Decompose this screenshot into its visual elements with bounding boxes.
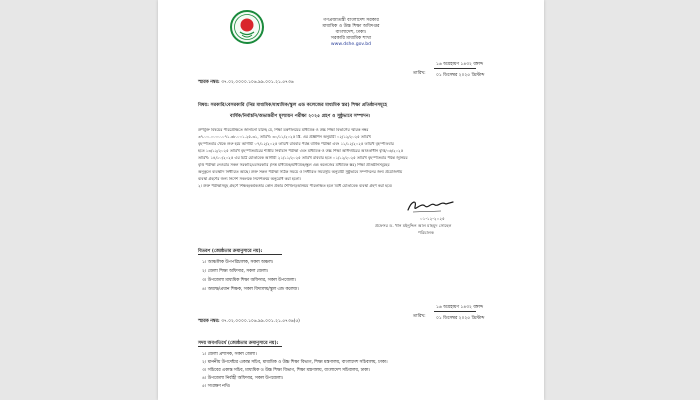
second-date-bangla: ১৬ অগ্রহায়ণ ১৪৩২ বঙ্গাব্দ bbox=[436, 305, 483, 310]
body-line-9: ২। উক্ত পরীক্ষাসমূহ গ্রহণে শিক্ষক/কর্মকর্তার কোন প্রকার শৈথিল্য/অনিয়ম পরিলক্ষিত হলে বিধি মোতাবেক ব্যবস্থা গ্রহণ করা হবে। bbox=[198, 184, 393, 188]
first-memo-number: ৩৭.০২.০০০০.১০৬.৯৯.০০১.২১.৫৭৩৬ bbox=[221, 80, 294, 85]
second-memo-ref bbox=[198, 318, 300, 325]
subject-label: বিষয়: bbox=[198, 103, 209, 108]
distribution-item-1: ১। আঞ্চলিক উপপরিচালক, সকল অঞ্চল। bbox=[202, 260, 274, 265]
signatory-title: পরিচালক bbox=[418, 230, 434, 235]
first-date-rule bbox=[434, 68, 476, 69]
header-line-4: সরকারি মাধ্যমিক শাখা bbox=[330, 36, 372, 41]
distribution-item-3: ৩। উপজেলা মাধ্যমিক শিক্ষা অফিসার, সকল উপজেলা। bbox=[202, 278, 296, 283]
header-website-link[interactable]: www.dshe.gov.bd bbox=[330, 42, 372, 47]
body-line-5: তারিখ: ১৪/১০/২০২৫ এর চিঠি মোতাবেক আগামী ২১/১১/২০২৫ তারিখ রবিবার হতে ০১/১২/২০২৫ তারিখ বৃহস্পতিবার পর্যন্ত জুনিয়র bbox=[198, 156, 408, 160]
distribution-heading: বিতরণ (জ্যেষ্ঠতার ক্রমানুসারে নয়): bbox=[198, 249, 263, 254]
signature-mark-icon bbox=[406, 197, 456, 215]
letter-page bbox=[158, 0, 544, 400]
body-line-6: বৃত্তি পরীক্ষা নেওয়ার সকল সরকারি/বেসরকারি (নিম্ন মাধ্যমিক/মাধ্যমিক/স্কুল এন্ড কলেজের মাধ্যমিক স্তর) শিক্ষা প্রতিষ্ঠানসমূহের bbox=[198, 163, 390, 167]
distribution-heading-rule bbox=[198, 254, 282, 255]
info-item-2: ২। মাননীয় উপদেষ্টার একান্ত সচিব, মাধ্যমিক ও উচ্চ শিক্ষা বিভাগ, শিক্ষা মন্ত্রণালয়, বাংলাদেশ সচিবালয়, ঢাকা। bbox=[202, 360, 388, 365]
info-heading: সদয় অবগতির্থে (জ্যেষ্ঠতার ক্রমানুসারে নয়): bbox=[198, 341, 279, 346]
info-item-3: ৩। সচিবের একান্ত সচিব, মাধ্যমিক ও উচ্চ শিক্ষা বিভাগ, শিক্ষা মন্ত্রণালয়, বাংলাদেশ সচিবালয়, ঢাকা। bbox=[202, 368, 371, 373]
body-line-8: ব্যবস্থা গ্রহণের জন্য নির্দেশ সকলকে নির্দেশক্রমে অনুরোধ করা হলো। bbox=[198, 177, 301, 181]
subject-line-1 bbox=[198, 101, 387, 109]
distribution-item-4: ৪। অধ্যক্ষ/প্রধান শিক্ষক, সকল বিদ্যালয়/স্কুল এন্ড কলেজ। bbox=[202, 287, 299, 292]
signatory-name: প্রফেসর ড. খান মইনুদ্দিন আল মাহমুদ সোহেল bbox=[375, 223, 452, 228]
first-memo-ref bbox=[198, 79, 294, 86]
info-heading-rule bbox=[198, 346, 282, 347]
first-date-gregorian: ০১ ডিসেম্বর ২০২৫ খ্রিস্টাব্দ bbox=[436, 73, 485, 78]
distribution-item-2: ২। জেলা শিক্ষা অফিসার, সকল জেলা। bbox=[202, 269, 269, 274]
info-item-4: ৪। উপজেলা নির্বাহী অফিসার, সকল উপজেলা। bbox=[202, 376, 284, 381]
first-date-label: তারিখ: bbox=[413, 71, 426, 76]
second-memo-number: ৩৭.০২.০০০০.১০৬.৯৯.০০১.২১.৫৭৩৬(৫) bbox=[221, 319, 300, 324]
subject-text-2: বার্ষিক/নির্বাচনি/অভ্যন্তরীণ মূল্যায়ন পরীক্ষা ২০২৫ গ্রহণ ও সুষ্ঠুভাবে সম্পাদন। bbox=[230, 114, 371, 119]
header-line-1: গণপ্রজাতন্ত্রী বাংলাদেশ সরকার bbox=[323, 18, 379, 23]
second-date-gregorian: ০১ ডিসেম্বর ২০২৫ খ্রিস্টাব্দ bbox=[436, 316, 485, 321]
body-line-7: অনুকূলে ব্যবস্থাদি নির্ধারিত আছে। উক্ত সকল পরীক্ষা সঠিক সময়ে ও নির্ধারিত সময়সূচি অনুযায়ী সুষ্ঠুভাবে সম্পাদনের জন্য প্রয়োজনীয় bbox=[198, 170, 403, 174]
second-memo-label: স্মারক নম্বর: bbox=[198, 319, 220, 324]
header-line-2: মাধ্যমিক ও উচ্চ শিক্ষা অধিদপ্তর bbox=[322, 24, 380, 29]
info-item-5: ৫। সংরক্ষণ নথি। bbox=[202, 384, 231, 389]
signature-date: ০১-১২-২০২৫ bbox=[420, 216, 445, 221]
first-date-bangla: ১৬ অগ্রহায়ণ ১৪৩২ বঙ্গাব্দ bbox=[436, 62, 483, 67]
subject-text-1: সরকারি/বেসরকারি (নিম্ন মাধ্যমিক/মাধ্যমিক/স্কুল এন্ড কলেজের মাধ্যমিক স্তর) শিক্ষা প্রতিষ্ঠানসমূহে bbox=[210, 103, 387, 108]
body-line-2: ৩৭.০০.০০০০.০৭১.৩৮.০০১.২৫-৩১, তারিখ: ৩০/১১/২০২৫ খ্রি. এর প্রজ্ঞাপন অনুযায়ী ০২/১২/২০২৫ তারিখ bbox=[198, 135, 371, 139]
body-line-1: উপর্যুক্ত বিষয়ের পরিপ্রেক্ষিতে জানানো যাচ্ছে যে, শিক্ষা মন্ত্রণালয়ের মাধ্যমিক ও উচ্চ শিক্ষা বিভাগের স্মারক নম্বর bbox=[198, 128, 369, 132]
body-line-3: বৃহস্পতিবার থেকে শুরু হয়ে আগামী ০৭/১২/২০২৫ তারিখ রবিবার পর্যন্ত বার্ষিক পরীক্ষা এবং ১১/১২/২০২৫ তারিখ বৃহস্পতিবার bbox=[198, 142, 394, 146]
first-memo-label: স্মারক নম্বর: bbox=[198, 80, 220, 85]
info-item-1: ১। জেলা প্রশাসক, সকল জেলা। bbox=[202, 352, 257, 357]
second-date-label: তারিখ: bbox=[413, 314, 426, 319]
second-date-rule bbox=[434, 311, 476, 312]
header-line-3: বাংলাদেশ, ঢাকা। bbox=[335, 30, 367, 35]
body-line-4: হতে ১৩/১২/২০২৫ তারিখ বৃহস্পতিবারের শাস্ত্রীয় নির্বাচনি পরীক্ষা এবং মাধ্যমিক ও উচ্চ শিক্ষা অধিদপ্তরের আওতাধীন বৃত্তি/০৬/২০২৫ bbox=[198, 149, 404, 153]
